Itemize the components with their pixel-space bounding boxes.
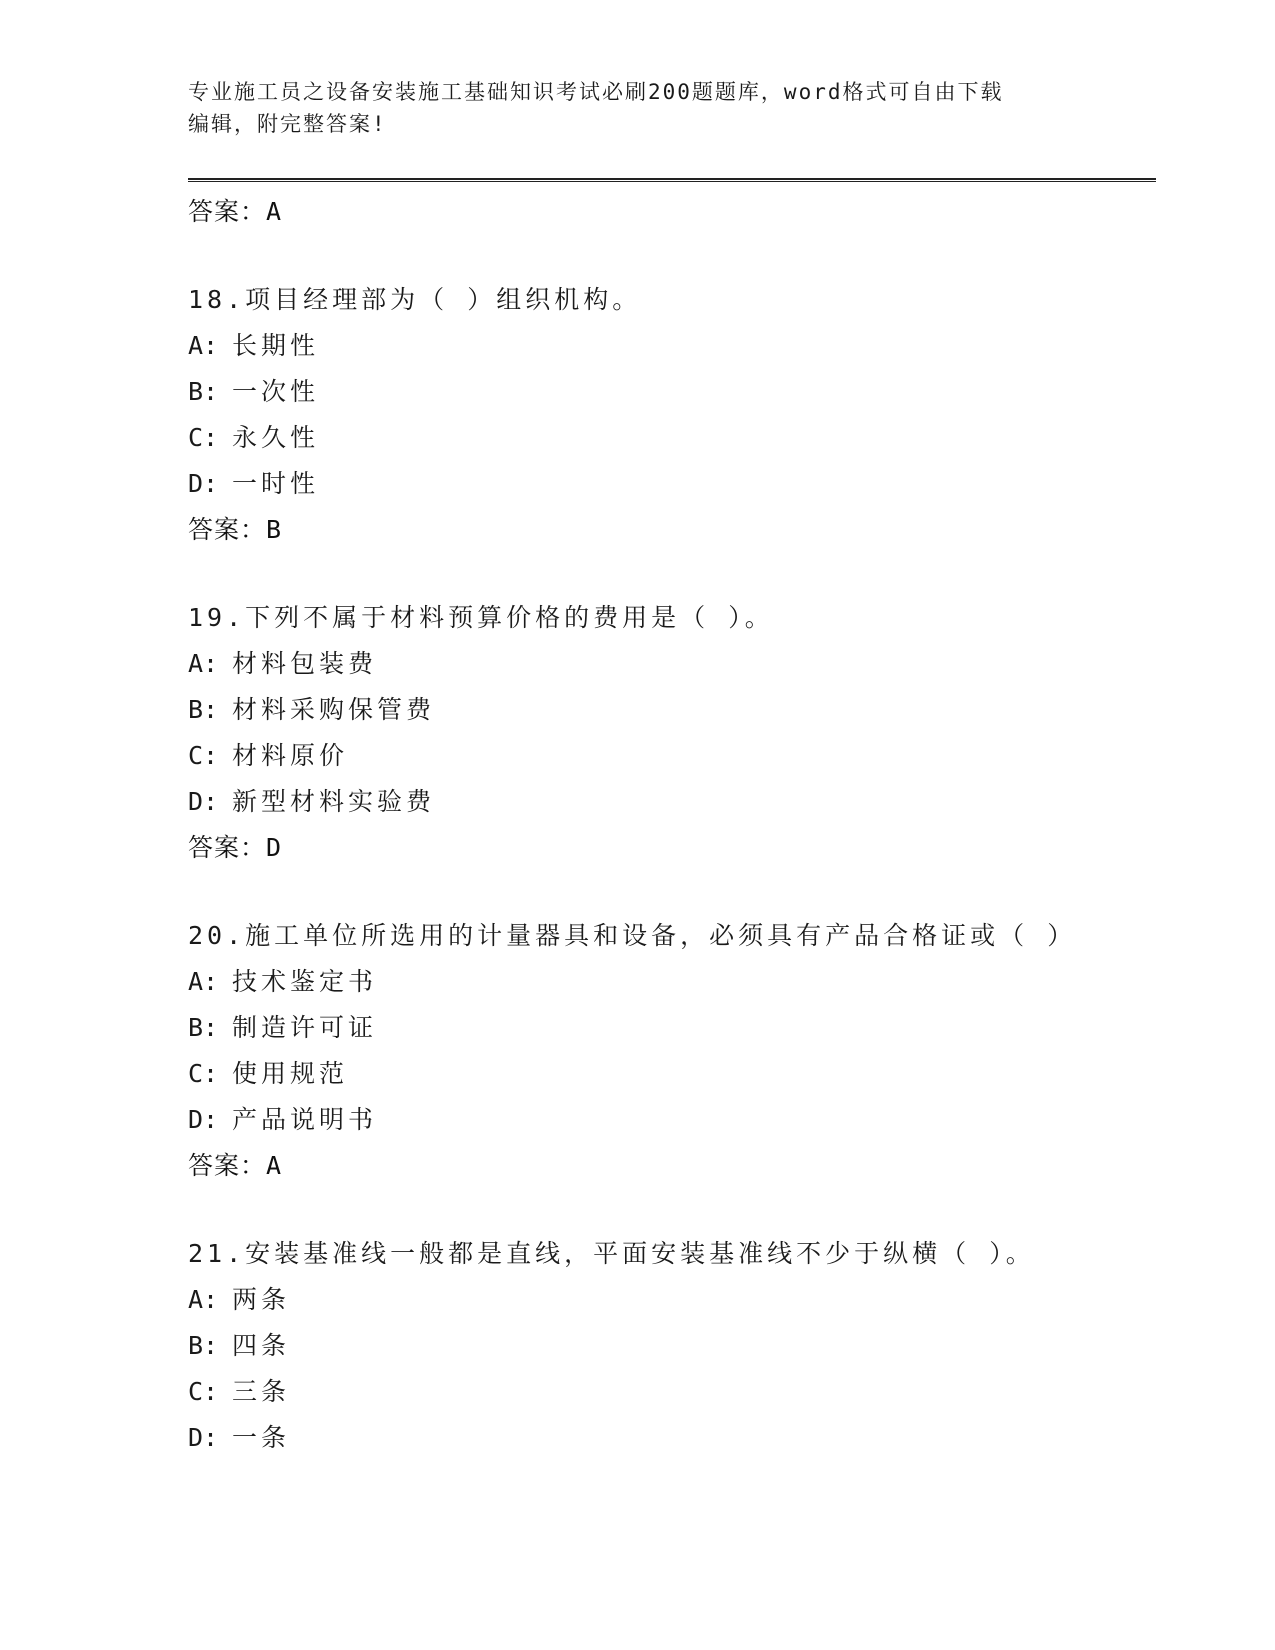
option-key: C:	[188, 423, 219, 452]
answer-label: 答案：	[188, 515, 267, 544]
option-key: D:	[188, 787, 219, 816]
header-divider	[188, 178, 1156, 182]
option-text: 技术鉴定书	[232, 967, 378, 996]
option-text: 制造许可证	[232, 1013, 378, 1042]
option-text: 四条	[232, 1331, 291, 1360]
option-key: D:	[188, 1423, 219, 1452]
question-18	[188, 285, 1156, 545]
option-key: D:	[188, 1105, 219, 1134]
option-d	[188, 1105, 1156, 1135]
option-text: 新型材料实验费	[232, 787, 436, 816]
option-text: 永久性	[232, 423, 320, 452]
answer-line	[188, 833, 1156, 863]
option-d	[188, 787, 1156, 817]
answer-value: A	[266, 197, 283, 226]
option-c	[188, 1377, 1156, 1407]
option-b	[188, 1331, 1156, 1361]
option-text: 三条	[232, 1377, 291, 1406]
option-key: C:	[188, 1377, 219, 1406]
option-key: A:	[188, 967, 219, 996]
question-text: 19.下列不属于材料预算价格的费用是（ ）。	[188, 603, 774, 632]
question-list	[188, 192, 1156, 1469]
option-text: 材料包装费	[232, 649, 378, 678]
question-21	[188, 1239, 1156, 1453]
option-a	[188, 331, 1156, 361]
option-text: 产品说明书	[232, 1105, 378, 1134]
option-key: B:	[188, 695, 219, 724]
question-text: 20.施工单位所选用的计量器具和设备，必须具有产品合格证或（ ）	[188, 921, 1077, 950]
question-19	[188, 603, 1156, 863]
option-key: D:	[188, 469, 219, 498]
answer-line	[188, 515, 1156, 545]
option-a	[188, 649, 1156, 679]
answer-label: 答案：	[188, 197, 267, 226]
option-d	[188, 469, 1156, 499]
answer-value: B	[266, 515, 283, 544]
option-text: 材料原价	[232, 741, 349, 770]
option-c	[188, 1059, 1156, 1089]
option-d	[188, 1423, 1156, 1453]
answer-label: 答案：	[188, 1151, 267, 1180]
option-b	[188, 695, 1156, 725]
answer-value: D	[266, 833, 283, 862]
answer-label: 答案：	[188, 833, 267, 862]
option-text: 一次性	[232, 377, 320, 406]
option-key: C:	[188, 741, 219, 770]
answer-value: A	[266, 1151, 283, 1180]
option-c	[188, 741, 1156, 771]
option-text: 使用规范	[232, 1059, 349, 1088]
option-key: B:	[188, 377, 219, 406]
option-key: A:	[188, 649, 219, 678]
option-key: A:	[188, 1285, 219, 1314]
option-text: 材料采购保管费	[232, 695, 436, 724]
question-20	[188, 921, 1156, 1181]
option-b	[188, 1013, 1156, 1043]
document-header	[188, 76, 1088, 140]
answer-line	[188, 1151, 1156, 1181]
option-key: A:	[188, 331, 219, 360]
option-key: B:	[188, 1013, 219, 1042]
option-a	[188, 1285, 1156, 1315]
option-key: C:	[188, 1059, 219, 1088]
option-key: B:	[188, 1331, 219, 1360]
option-text: 两条	[232, 1285, 291, 1314]
option-text: 一时性	[232, 469, 320, 498]
option-c	[188, 423, 1156, 453]
header-line-2: 编辑，附完整答案!	[188, 112, 387, 136]
option-text: 一条	[232, 1423, 291, 1452]
option-b	[188, 377, 1156, 407]
header-line-1: 专业施工员之设备安装施工基础知识考试必刷200题题库，word格式可自由下载	[188, 80, 1004, 104]
answer-line	[188, 197, 1156, 227]
question-text: 21.安装基准线一般都是直线，平面安装基准线不少于纵横（ ）。	[188, 1239, 1035, 1268]
question-text: 18.项目经理部为（ ）组织机构。	[188, 285, 642, 314]
option-a	[188, 967, 1156, 997]
option-text: 长期性	[232, 331, 320, 360]
